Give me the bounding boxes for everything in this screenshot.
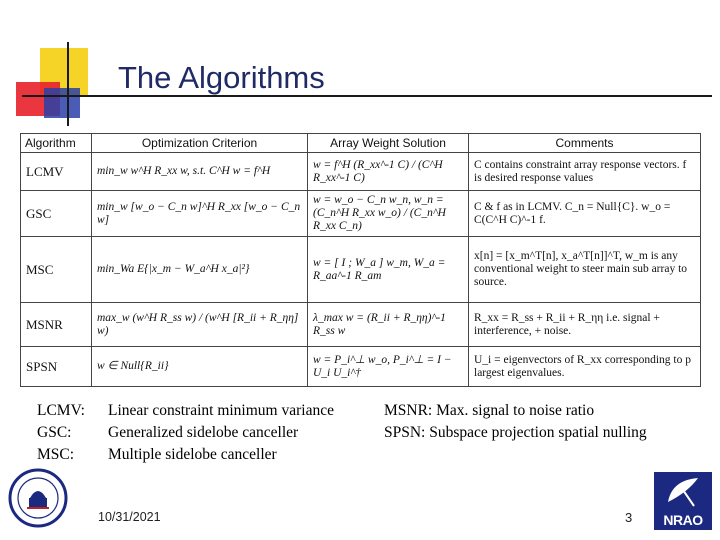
footer-date: 10/31/2021 <box>98 510 161 524</box>
row-criterion: min_w w^H R_xx w, s.t. C^H w = f^H <box>92 153 308 191</box>
row-algorithm: MSC <box>21 237 92 303</box>
row-comment: R_xx = R_ss + R_ii + R_ηη i.e. signal + interference, + noise. <box>469 303 701 347</box>
legend-definition: Linear constraint minimum variance <box>108 402 334 419</box>
legend-entry: SPSN: Subspace projection spatial nulling <box>384 424 647 441</box>
table-row <box>21 237 701 303</box>
row-algorithm: SPSN <box>21 347 92 387</box>
row-criterion: w ∈ Null{R_ii} <box>92 347 308 387</box>
university-seal-icon <box>8 468 68 528</box>
header-algorithm: Algorithm <box>21 134 92 153</box>
row-algorithm: GSC <box>21 191 92 237</box>
row-algorithm: LCMV <box>21 153 92 191</box>
legend-definition: Multiple sidelobe canceller <box>108 446 277 463</box>
table-row <box>21 191 701 237</box>
table-row <box>21 347 701 387</box>
row-solution: w = f^H (R_xx^-1 C) / (C^H R_xx^-1 C) <box>308 153 469 191</box>
legend-abbreviations <box>37 402 85 468</box>
row-algorithm: MSNR <box>21 303 92 347</box>
legend-abbr: LCMV: <box>37 402 85 419</box>
table-row <box>21 303 701 347</box>
header-solution: Array Weight Solution <box>308 134 469 153</box>
legend-entry: MSNR: Max. signal to noise ratio <box>384 402 595 419</box>
decor-blue-square <box>44 88 80 118</box>
legend-right <box>384 402 647 446</box>
row-solution: λ_max w = (R_ii + R_ηη)^-1 R_ss w <box>308 303 469 347</box>
legend-abbr: MSC: <box>37 446 75 463</box>
legend-abbr: GSC: <box>37 424 72 441</box>
table-row <box>21 153 701 191</box>
table-header-row <box>21 134 701 153</box>
row-comment: C contains constraint array response vectors. f is desired response values <box>469 153 701 191</box>
nrao-logo-icon <box>654 472 712 530</box>
decor-vertical-line <box>67 42 69 126</box>
slide-title: The Algorithms <box>118 60 325 95</box>
row-criterion: min_w [w_o − C_n w]^H R_xx [w_o − C_n w] <box>92 191 308 237</box>
row-comment: U_i = eigenvectors of R_xx corresponding to p largest eigenvalues. <box>469 347 701 387</box>
row-criterion: max_w (w^H R_ss w) / (w^H [R_ii + R_ηη] w) <box>92 303 308 347</box>
row-criterion: min_Wa E{|x_m − W_a^H x_a|²} <box>92 237 308 303</box>
row-solution: w = P_i^⊥ w_o, P_i^⊥ = I − U_i U_i^† <box>308 347 469 387</box>
dish-antenna-icon <box>654 472 712 512</box>
nrao-logo-text: NRAO <box>663 512 703 528</box>
algorithms-table <box>20 133 701 387</box>
row-comment: x[n] = [x_m^T[n], x_a^T[n]]^T, w_m is any conventional weight to steer main sub array to source. <box>469 237 701 303</box>
header-comments: Comments <box>469 134 701 153</box>
row-comment: C & f as in LCMV. C_n = Null{C}. w_o = C(C^H C)^-1 f. <box>469 191 701 237</box>
row-solution: w = w_o − C_n w_n, w_n = (C_n^H R_xx w_o) / (C_n^H R_xx C_n) <box>308 191 469 237</box>
legend-definition: Generalized sidelobe canceller <box>108 424 299 441</box>
legend-definitions <box>108 402 334 468</box>
page-number: 3 <box>625 510 633 525</box>
row-solution: w = [ I ; W_a ] w_m, W_a = R_aa^-1 R_am <box>308 237 469 303</box>
header-criterion: Optimization Criterion <box>92 134 308 153</box>
